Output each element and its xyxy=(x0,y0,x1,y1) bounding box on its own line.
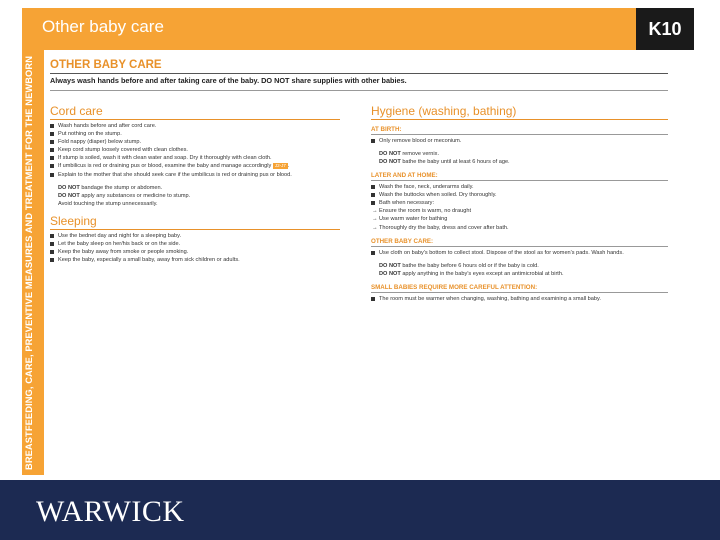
bullet-icon xyxy=(50,156,54,160)
bullet-icon xyxy=(50,173,54,177)
bullet-icon xyxy=(50,164,54,168)
caution-note: DO NOT apply any substances or medicine to stump. xyxy=(58,192,191,199)
sub-list-item: → Ensure the room is warm, no draught xyxy=(372,208,472,215)
hygiene-title: Hygiene (washing, bathing) xyxy=(371,104,668,120)
divider xyxy=(50,90,668,91)
list-item: Wash the buttocks when soiled. Dry thoroughly. xyxy=(371,191,668,199)
bullet-icon xyxy=(50,132,54,136)
page-reference-badge[interactable]: J2-J7 xyxy=(274,162,286,168)
arrow-icon: → xyxy=(372,216,378,223)
right-column xyxy=(371,104,668,303)
bullet-icon xyxy=(371,251,375,255)
list-item: If umbilicus is red or draining pus or blood, examine the baby and manage accordingly J2-J7 . xyxy=(50,162,340,170)
arrow-icon: → xyxy=(372,224,378,231)
bullet-icon xyxy=(50,148,54,152)
sub-list-item: → Thoroughly dry the baby, dress and cover after bath. xyxy=(372,224,509,231)
list-item: Wash the face, neck, underarms daily. xyxy=(371,183,668,191)
bullet-icon xyxy=(371,185,375,189)
list-item: Explain to the mother that she should seek care if the umbilicus is red or draining pus or blood. xyxy=(50,171,340,179)
page-title: Other baby care xyxy=(42,17,164,36)
list-item: Keep cord stump loosely covered with clean clothes. xyxy=(50,146,340,154)
cord-care-title: Cord care xyxy=(50,104,340,120)
list-item: Put nothing on the stump. xyxy=(50,130,340,138)
sleeping-list xyxy=(50,232,340,264)
caution-note: DO NOT remove vernix. xyxy=(379,151,440,158)
small-babies-heading: SMALL BABIES REQUIRE MORE CAREFUL ATTENTION: xyxy=(371,284,668,293)
bullet-icon xyxy=(50,242,54,246)
bullet-icon xyxy=(50,258,54,262)
list-item: Use the bednet day and night for a sleeping baby. xyxy=(50,232,340,240)
list-item: Wash hands before and after cord care. xyxy=(50,122,340,130)
later-heading: LATER AND AT HOME: xyxy=(371,172,668,181)
side-label: BREASTFEEDING, CARE, PREVENTIVE MEASURES AND TREATMENT FOR THE NEWBORN xyxy=(24,55,34,470)
later-list xyxy=(371,183,668,232)
bullet-icon xyxy=(50,250,54,254)
list-item: Keep the baby away from smoke or people smoking. xyxy=(50,248,340,256)
list-item: Fold nappy (diaper) below stump. xyxy=(50,138,340,146)
chapter-code: K10 xyxy=(636,8,694,50)
list-item: Bath when necessary: xyxy=(371,199,668,207)
bullet-icon xyxy=(50,140,54,144)
other-care-heading: OTHER BABY CARE: xyxy=(371,238,668,247)
list-item: If stump is soiled, wash it with clean water and soap. Dry it thoroughly with clean cloth. xyxy=(50,154,340,162)
bullet-icon xyxy=(371,201,375,205)
at-birth-list xyxy=(371,137,668,145)
bullet-icon xyxy=(371,297,375,301)
cord-care-list xyxy=(50,122,340,179)
warwick-logo: WARWICK xyxy=(36,495,185,528)
sub-list-item: → Use warm water for bathing xyxy=(372,216,448,223)
list-item: Only remove blood or meconium. xyxy=(371,137,668,145)
list-item: Use cloth on baby's bottom to collect stool. Dispose of the stool as for women's pads. Wash hands. xyxy=(371,249,668,257)
bullet-icon xyxy=(50,234,54,238)
divider xyxy=(50,73,668,74)
at-birth-heading: AT BIRTH: xyxy=(371,126,668,135)
sleeping-title: Sleeping xyxy=(50,214,340,230)
list-item: Let the baby sleep on her/his back or on the side. xyxy=(50,240,340,248)
caution-note: DO NOT bathe the baby before 6 hours old or if the baby is cold. xyxy=(379,262,539,269)
left-column xyxy=(50,104,340,264)
arrow-icon: → xyxy=(372,208,378,215)
list-item: The room must be warmer when changing, washing, bathing and examining a small baby. xyxy=(371,295,668,303)
section-heading: OTHER BABY CARE xyxy=(50,59,162,71)
caution-note: Avoid touching the stump unnecessarily. xyxy=(58,200,158,207)
caution-note: DO NOT bathe the baby until at least 6 hours of age. xyxy=(379,159,510,166)
intro-text: Always wash hands before and after taking care of the baby. DO NOT share supplies with other babies. xyxy=(50,76,407,85)
bullet-icon xyxy=(50,124,54,128)
bullet-icon xyxy=(371,193,375,197)
small-babies-list xyxy=(371,295,668,303)
other-care-list xyxy=(371,249,668,257)
caution-note: DO NOT apply anything in the baby's eyes except an antimicrobial at birth. xyxy=(379,270,564,277)
caution-note: DO NOT bandage the stump or abdomen. xyxy=(58,184,163,191)
bullet-icon xyxy=(371,139,375,143)
list-item: Keep the baby, especially a small baby, away from sick children or adults. xyxy=(50,256,340,264)
